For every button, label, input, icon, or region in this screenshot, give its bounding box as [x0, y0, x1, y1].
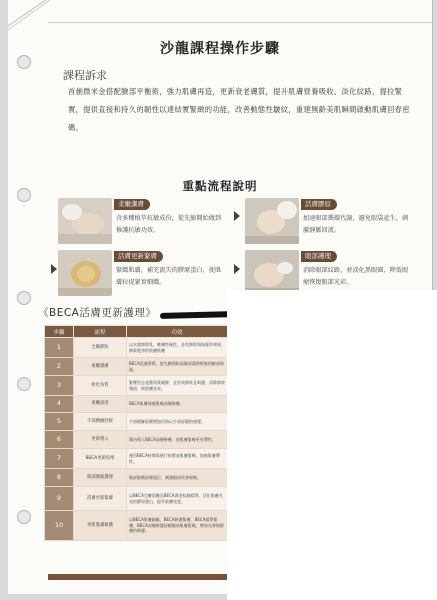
step-description: 消除眼部紋路，並淡化黑眼圈，降低眼瘤恢復眼部光彩。 [303, 267, 409, 286]
table-row [45, 487, 228, 511]
process-effect: 以BECA肌膚細膩，BECA修護緊膚、BECA精華緊膚，BECA深層修護舒緩眼部肌膚緊緻，增加光澤與韌膚的修護。 [127, 511, 228, 541]
step-number: 1 [45, 338, 74, 358]
page-title: 沙龍課程操作步驟 [160, 41, 280, 57]
table-row [45, 338, 228, 358]
next-arrow-icon [234, 211, 240, 221]
process-effect: 以BECA完膚面膜及BECA黃金紋路精華，活化肌膚光亮的膠原蛋白，提升肌膚亮度。 [127, 487, 228, 511]
step-number: 2 [45, 358, 74, 376]
redaction-bar [160, 311, 235, 319]
process-effect: 以水感卸妝乳，輕膚性極性，並有卸妝與保濕有效果、卸妝乾淨的肌膚肌膚 [127, 338, 228, 358]
binder-hole [17, 291, 31, 305]
treatment-photo [58, 250, 112, 296]
step-number: 10 [45, 511, 74, 541]
process-effect: 緊壓型去老舊角質凝膠，並有效卸妝且呵護，清除卸妝殘留，使肌膚光亮。 [127, 376, 228, 396]
table-header-row [45, 326, 228, 338]
process-effect: 運用BECA按摩霜進行按摩並肌膚緊緻，加強肌膚彈性。 [127, 449, 228, 469]
key-process-heading: 重點流程說明 [182, 179, 258, 193]
table-row [45, 431, 228, 449]
process-effect: 眼部緊緻舒緩電位，刺激眼部改善視線。 [127, 469, 228, 487]
process-name: 軟化角質 [74, 376, 127, 396]
column-header-process: 流程 [74, 326, 127, 338]
step-tag: 活膚膠原 [301, 199, 337, 210]
process-name: 更新緊膚修護 [74, 511, 127, 541]
table-row [45, 413, 228, 431]
step-card-collagen [245, 198, 410, 244]
step-number: 8 [45, 469, 74, 487]
process-name: 柔嫩深清 [74, 396, 127, 413]
column-header-step: 步驟 [45, 326, 74, 338]
course-appeal-heading: 課程訴求 [63, 69, 107, 82]
treatment-photo [245, 198, 299, 244]
step-number: 5 [45, 413, 74, 431]
footer-bar [48, 574, 236, 580]
table-row [45, 511, 228, 541]
step-card-renew-firm [58, 250, 223, 296]
table-row [45, 469, 228, 487]
process-name: 手部精緻舒緩 [74, 413, 127, 431]
binder-hole [17, 377, 31, 391]
step-tag: 活膚更新緊膚 [114, 251, 163, 262]
process-effect: 藉由導入BECA深層修膚，使肌膚緊緻更有彈性。 [127, 431, 228, 449]
treatment-photo [58, 198, 112, 244]
table-row [45, 449, 228, 469]
table-row [45, 396, 228, 413]
next-arrow-icon [234, 264, 240, 274]
next-arrow-icon [51, 264, 57, 274]
process-name: 眼部微鬆護理 [74, 469, 127, 487]
process-name: 活膚更新緊膚 [74, 487, 127, 511]
process-effect: BECA洗顏慕斯，從先臉開始深層清潔卸妝後的臉部保濕。 [127, 358, 228, 376]
blank-overlay-area [227, 290, 437, 600]
step-number: 3 [45, 376, 74, 396]
process-name: 全臉卸妝 [74, 338, 127, 358]
process-name: BECA更新按摩 [74, 449, 127, 469]
top-divider [48, 22, 434, 23]
table-row [45, 358, 228, 376]
binder-hole [17, 510, 31, 524]
step-number: 7 [45, 449, 74, 469]
step-description: 緊緻肌膚，補充流失的膠原蛋白，使肌膚拉提緊實細緻。 [116, 267, 222, 286]
step-description: 含多種植萃抗敏成份，從先臉開始做到修護抗敏功效。 [116, 215, 222, 234]
column-header-effect: 功效 [127, 326, 228, 338]
table-row [45, 376, 228, 396]
step-description: 加速眼部循環代謝，避免眼袋產生，刺激靜脈回流。 [303, 215, 409, 234]
process-name: 柔嫩潔膚 [74, 358, 127, 376]
step-number: 6 [45, 431, 74, 449]
step-number: 9 [45, 487, 74, 511]
step-card-cleanse [58, 198, 223, 244]
process-name: 更新導入 [74, 431, 127, 449]
step-tag: 眼部護理 [301, 251, 337, 262]
process-effect: BECA肌膚保養緊緻深層修膚。 [127, 396, 228, 413]
process-effect: 手部緩解舒緩增加活絡以手部舒緩的感覺。 [127, 413, 228, 431]
corner-fold-lines [8, 0, 58, 40]
procedure-table [44, 325, 228, 541]
course-intro-paragraph: 首創微米金搭配臉部平衡術，強力肌膚再造，更新衰老膚質，提升肌膚營養吸收、淡化紋路，提拉緊實，提供直接和持久的韌性以達結實緊緻的功能，改善動態性皺紋，重建無齡美肌瞬間啟動肌膚回春密碼。 [68, 87, 410, 132]
step-tag: 柔嫩潔膚 [114, 199, 150, 210]
step-number: 4 [45, 396, 74, 413]
beca-section-title: 《BECA活膚更新護理》 [38, 307, 157, 319]
